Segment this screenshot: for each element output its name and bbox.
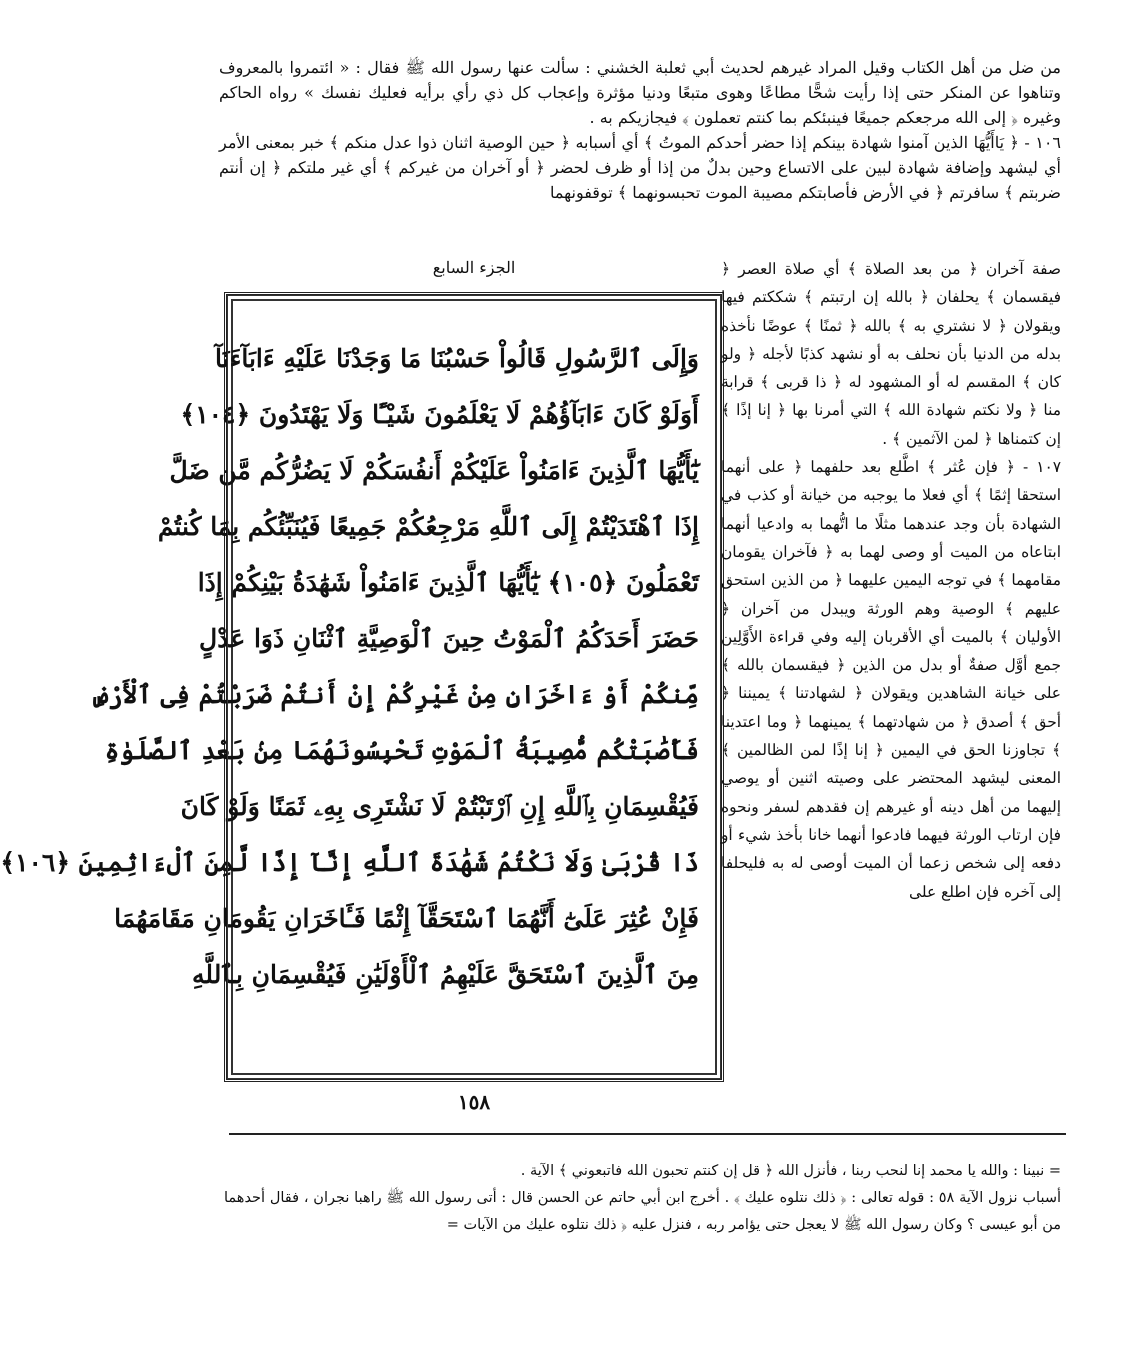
quran-line: ذَا قُرْبَىٰ وَلَا نَكْتُمُ شَهَٰدَةَ ٱللَّهِ إِنَّآ إِذًا لَّمِنَ ٱلْءَاثِمِينَ ﴿١٠٦﴾ bbox=[0, 848, 699, 877]
side-commentary bbox=[721, 255, 1061, 1085]
quran-line: مِنَ ٱلَّذِينَ ٱسْتَحَقَّ عَلَيْهِمُ ٱلْأَوْلَيَٰنِ فَيُقْسِمَانِ بِٱللَّهِ bbox=[192, 960, 699, 989]
footnotes bbox=[224, 1158, 1061, 1239]
quran-text-frame bbox=[0, 292, 724, 1082]
quran-line: تَعْمَلُونَ ﴿١٠٥﴾ يَٰٓأَيُّهَا ٱلَّذِينَ ءَامَنُواْ شَهَٰدَةُ بَيْنِكُمْ إِذَا bbox=[197, 568, 699, 597]
quran-line: يَٰٓأَيُّهَا ٱلَّذِينَ ءَامَنُواْ عَلَيْكُمْ أَنفُسَكُمْ لَا يَضُرُّكُم مَّن ضَلَّ bbox=[169, 456, 699, 485]
quran-line: فَيُقْسِمَانِ بِٱللَّهِ إِنِ ٱرْتَبْتُمْ لَا نَشْتَرِى بِهِۦ ثَمَنًا وَلَوْ كَانَ bbox=[180, 792, 699, 821]
footnote: = نبينا : والله يا محمد إنا لنحب ربنا ، فأنزل الله ﴿ قل إن كنتم تحبون الله فاتبعوني ﴾ الآية . bbox=[520, 1163, 1061, 1179]
commentary-paragraph: من ضل من أهل الكتاب وقيل المراد غيرهم لحديث أبي ثعلبة الخشني : سألت عنها رسول الله ﷺ فقال : « ائتمروا بالمعروف وتناهوا عن المنكر حتى إذا رأيت شحًّا مطاعًا وهوى متبعًا ودنيا مؤثرة وإعجاب كل ذي رأي برأيه فعليك نفسك » رواه الحاكم وغيره ﴿ إلى الله مرجعكم جميعًا فينبئكم بما كنتم تعملون ﴾ فيجازيكم به . bbox=[219, 58, 1061, 127]
top-commentary bbox=[219, 55, 1061, 205]
quran-line: حَضَرَ أَحَدَكُمُ ٱلْمَوْتُ حِينَ ٱلْوَصِيَّةِ ٱثْنَانِ ذَوَا عَدْلٍ bbox=[199, 624, 699, 653]
juz-label: الجزء السابع bbox=[432, 258, 516, 277]
quran-line: وَإِلَى ٱلرَّسُولِ قَالُواْ حَسْبُنَا مَا وَجَدْنَا عَلَيْهِ ءَابَآءَنَآ bbox=[215, 344, 699, 373]
commentary-paragraph: صفة آخران ﴿ من بعد الصلاة ﴾ أي صلاة العصر ﴿ فيقسمان ﴾ يحلفان ﴿ بالله إن ارتبتم ﴾ شككتم فيها ويقولان ﴿ لا نشتري به ﴾ بالله ﴿ ثمنًا ﴾ عوضًا نأخذه بدله من الدنيا بأن نحلف به أو نشهد كذبًا لأجله ﴿ ولو كان ﴾ المقسم له أو المشهود له ﴿ ذا قربى ﴾ قرابة منا ﴿ ولا نكتم شهادة الله ﴾ التي أمرنا بها ﴿ إنا إذًا ﴾ إن كتمناها ﴿ لمن الآثمين ﴾ . bbox=[721, 260, 1061, 448]
quran-line: فَأَصَٰبَتْكُم مُّصِيبَةُ ٱلْمَوْتِ تَحْبِسُونَهُمَا مِنۢ بَعْدِ ٱلصَّلَوٰةِ bbox=[104, 736, 699, 765]
quran-line: إِذَا ٱهْتَدَيْتُمْ إِلَى ٱللَّهِ مَرْجِعُكُمْ جَمِيعًا فَيُنَبِّئُكُم بِمَا كُنتُمْ bbox=[157, 512, 699, 541]
quran-text-inner bbox=[0, 299, 717, 1075]
quran-line: مِّنكُمْ أَوْ ءَاخَرَانِ مِنْ غَيْرِكُمْ إِنْ أَنتُمْ ضَرَبْتُمْ فِى ٱلْأَرْضِ bbox=[93, 680, 699, 709]
commentary-paragraph-verse-106: ١٠٦ - ﴿ يَاأَيُّهَا الذين آمنوا شهادة بينكم إذا حضر أحدكم الموتُ ﴾ أي أسبابه ﴿ حين الوصية اثنان ذوا عدل منكم ﴾ خبر بمعنى الأمر أي ليشهد وإضافة شهادة لبين على الاتساع وحين بدلٌ من إذا أو ظرف لحضر ﴿ أو آخران من غيركم ﴾ أي غير ملتكم ﴿ إن أنتم ضربتم ﴾ سافرتم ﴿ في الأرض فأصابتكم مصيبة الموت تحبسونهما ﴾ توقفونهما bbox=[219, 133, 1062, 202]
quran-line: فَإِنْ عُثِرَ عَلَىٰٓ أَنَّهُمَا ٱسْتَحَقَّآ إِثْمًا فَـَٔاخَرَانِ يَقُومَانِ مَقَامَهُمَا bbox=[114, 904, 699, 933]
commentary-paragraph-verse-107: ١٠٧ - ﴿ فإن عُثر ﴾ اطَّلع بعد حلفهما ﴿ على أنهما استحقا إثمًا ﴾ أي فعلا ما يوجبه من خيانة أو كذب في الشهادة بأن وجد عندهما مثلًا ما اتُّهما به وادعيا أنهما ابتاعاه من الميت أو وصى لهما به ﴿ فآخران يقومان مقامهما ﴾ في توجه اليمين عليهما ﴿ من الذين استحق عليهم ﴾ الوصية وهم الورثة ويبدل من آخران ﴿ الأوليان ﴾ بالميت أي الأقربان إليه وفي قراءة الأَوَّلِين جمع أوَّل صفةٌ أو بدل من الذين ﴿ فيقسمان بالله ﴾ على خيانة الشاهدين ويقولان ﴿ لشهادتنا ﴾ يميننا ﴿ أحق ﴾ أصدق ﴿ من شهادتهما ﴾ يمينهما ﴿ وما اعتدينا ﴾ تجاوزنا الحق في اليمين ﴿ إنا إذًا لمن الظالمين ﴾ المعنى ليشهد المحتضر على وصيته اثنين أو يوصي إليهما من أهل دينه أو غيرهم إن فقدهم لسفر ونحوه فإن ارتاب الورثة فيهما فادعوا أنهما خانا بأخذ شيء أو دفعه إلى شخص زعما أن الميت أوصى له به فليحلفا إلى آخره فإن اطلع على bbox=[721, 458, 1061, 901]
footnote-divider bbox=[229, 1133, 1066, 1135]
footnote: أسباب نزول الآية ٥٨ : قوله تعالى : ﴿ ذلك نتلوه عليك ﴾ . أخرج ابن أبي حاتم عن الحسن قال : أتى رسول الله ﷺ راهبا نجران ، فقال أحدهما من أبو عيسى ؟ وكان رسول الله ﷺ لا يعجل حتى يؤامر ربه ، فنزل عليه ﴿ ذلك نتلوه عليك من الآيات = bbox=[224, 1190, 1061, 1233]
quran-line: أَوَلَوْ كَانَ ءَابَآؤُهُمْ لَا يَعْلَمُونَ شَيْـًٔا وَلَا يَهْتَدُونَ ﴿١٠٤﴾ bbox=[180, 400, 699, 429]
page-number: ١٥٨ bbox=[457, 1090, 491, 1114]
